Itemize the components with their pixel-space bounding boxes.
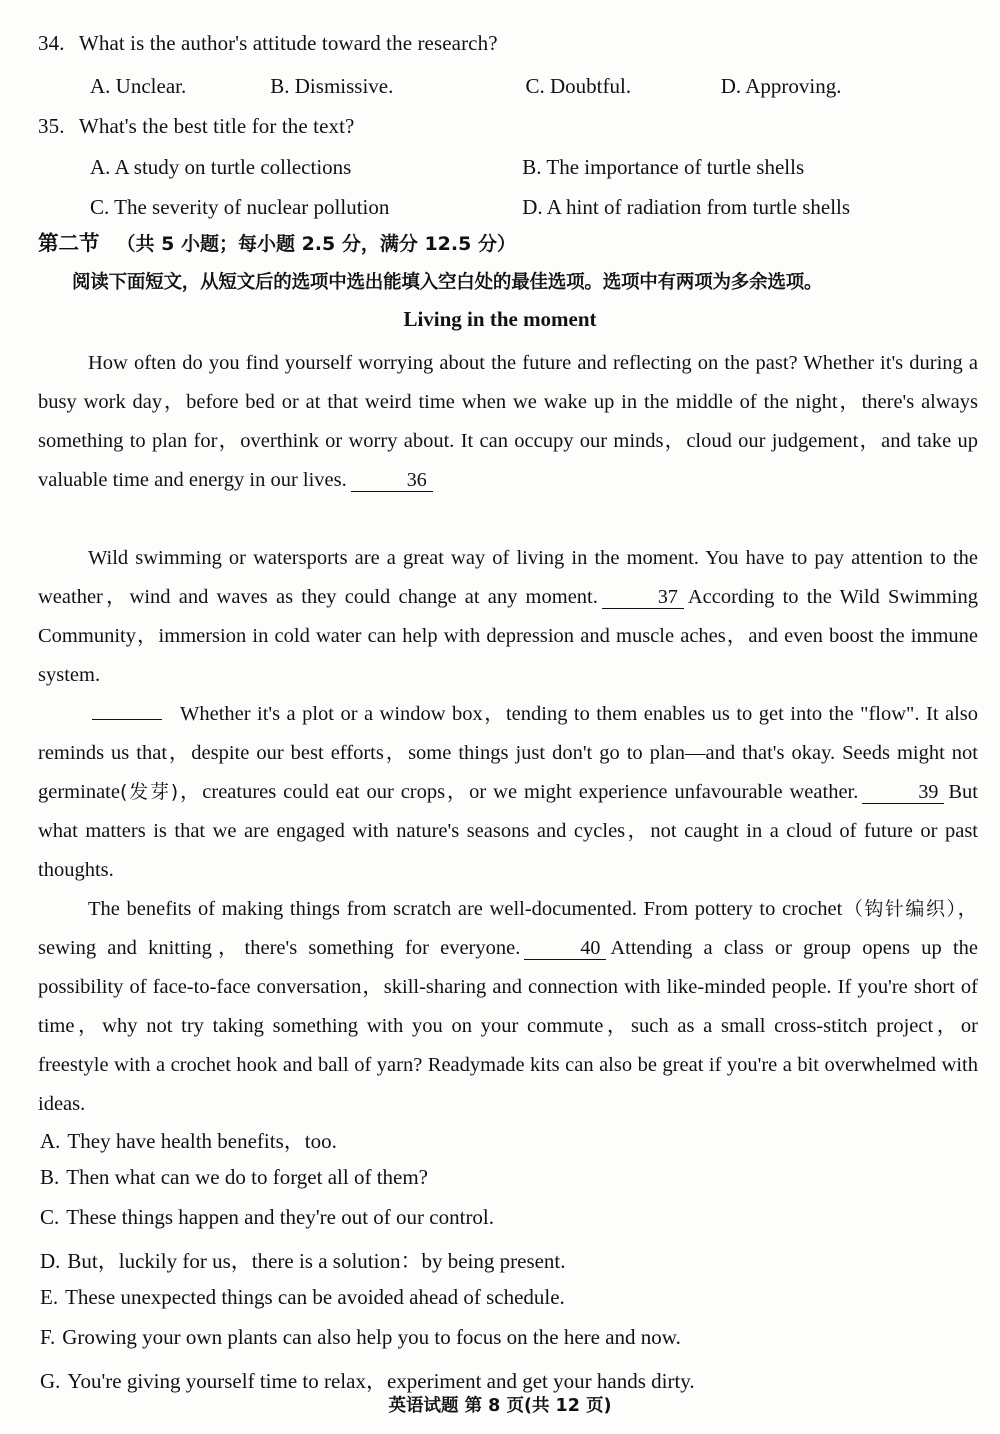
blank-40[interactable]: 40: [524, 938, 606, 960]
option-letter: A.: [90, 74, 111, 98]
section-instruction: 阅读下面短文，从短文后的选项中选出能填入空白处的最佳选项。选项中有两项为多余选项。: [72, 272, 823, 293]
question-34-option-a[interactable]: [90, 74, 265, 99]
choice-text: These things happen and they're out of our control.: [66, 1205, 495, 1229]
paragraph-text: ，creatures could eat our crops，or we might experience unfavourable weather.: [178, 781, 859, 803]
blank-36[interactable]: 36: [351, 470, 433, 492]
option-letter: B.: [522, 155, 542, 179]
option-text: Dismissive.: [294, 74, 394, 98]
question-35-option-c[interactable]: [90, 195, 517, 220]
option-letter: D.: [522, 195, 543, 219]
option-text: Unclear.: [115, 74, 187, 98]
question-34-stem: What is the author's attitude toward the research?: [78, 31, 498, 55]
option-text: The severity of nuclear pollution: [114, 195, 390, 219]
question-35-option-a[interactable]: [90, 155, 517, 180]
passage-title: Living in the moment: [403, 307, 597, 331]
option-letter: D.: [720, 74, 742, 98]
answer-choice-a[interactable]: [40, 1125, 337, 1155]
paragraph-text: According to the Wild Swimming Community，immersion in cold water can help with depression and muscle aches，and even boost the immune system.: [38, 586, 978, 686]
paragraph-text: Wild swimming or watersports are a great way of living in the moment. You have to pay attention to the weather，wind and waves as they could change at any moment.: [38, 547, 978, 608]
answer-choice-f[interactable]: [40, 1325, 681, 1350]
choice-text: Growing your own plants can also help you to focus on the here and now.: [62, 1325, 681, 1349]
choice-letter: D.: [40, 1249, 61, 1273]
question-35-option-b[interactable]: [522, 155, 804, 180]
choice-text: These unexpected things can be avoided ahead of schedule.: [65, 1285, 565, 1309]
choice-letter: F.: [40, 1325, 56, 1349]
answer-choice-b[interactable]: [40, 1165, 428, 1190]
gloss-crochet: （钩针编织）: [842, 898, 958, 920]
passage-paragraph-3: [38, 695, 978, 890]
section-label: 第二节: [38, 231, 100, 255]
question-35-number: 35.: [38, 114, 65, 138]
answer-choice-c[interactable]: [40, 1205, 494, 1230]
option-letter: C.: [90, 195, 110, 219]
choice-letter: G.: [40, 1369, 61, 1393]
option-text: The importance of turtle shells: [546, 155, 805, 179]
choice-text: They have health benefits，too.: [67, 1129, 337, 1153]
option-text: A hint of radiation from turtle shells: [546, 195, 851, 219]
page-footer: 英语试题 第 8 页(共 12 页): [388, 1396, 612, 1416]
question-35-options-row-1: [90, 155, 804, 180]
paragraph-text: Whether it's a plot or a window box，tending to them enables us to get into the "flow". It also reminds us that，despite our best efforts，some things just don't go to plan—and that's okay. Seeds might not germinate: [38, 703, 978, 803]
section-meta: （共 5 小题；每小题 2.5 分，满分 12.5 分）: [116, 233, 516, 255]
answer-choice-d[interactable]: [40, 1245, 566, 1275]
question-34-option-b[interactable]: [270, 74, 520, 99]
choice-letter: A.: [40, 1129, 61, 1153]
question-34-options: [90, 74, 842, 99]
paragraph-text: ，sewing and knitting，there's something for everyone.: [38, 898, 978, 959]
question-34-option-d[interactable]: [721, 74, 842, 99]
option-text: A study on turtle collections: [114, 155, 352, 179]
question-34-stem-line: [38, 32, 498, 54]
option-text: Doubtful.: [550, 74, 632, 98]
question-34-option-c[interactable]: [526, 74, 716, 99]
answer-choice-e[interactable]: [40, 1285, 565, 1310]
choice-text: But，luckily for us，there is a solution：by being present.: [67, 1249, 566, 1273]
section-heading: [38, 226, 516, 256]
choice-letter: C.: [40, 1205, 60, 1229]
choice-text: Then what can we do to forget all of them?: [66, 1165, 429, 1189]
question-34-number: 34.: [38, 31, 65, 55]
paragraph-text: But what matters is that we are engaged with nature's seasons and cycles，not caught in a cloud of future or past thoughts.: [38, 781, 978, 881]
passage-paragraph-2: [38, 539, 978, 695]
option-letter: A.: [90, 155, 111, 179]
option-letter: C.: [525, 74, 545, 98]
choice-text: You're giving yourself time to relax，experiment and get your hands dirty.: [67, 1369, 695, 1393]
question-35-option-d[interactable]: [522, 195, 850, 220]
blank-39[interactable]: 39: [862, 782, 944, 804]
blank-38[interactable]: [92, 717, 162, 720]
option-letter: B.: [270, 74, 290, 98]
question-35-stem-line: [38, 115, 354, 137]
paragraph-text: How often do you find yourself worrying about the future and reflecting on the past? Whether it's during a busy work day，before bed or at that weird time when we wake up in the middle of the night，there's always something to plan for，overthink or worry about. It can occupy our minds，cloud our judgement，and take up valuable time and energy in our lives.: [38, 352, 978, 491]
question-35-stem: What's the best title for the text?: [78, 114, 355, 138]
passage-paragraph-4: [38, 890, 978, 1124]
passage-paragraph-1: [38, 344, 978, 500]
choice-letter: E.: [40, 1285, 59, 1309]
option-text: Approving.: [745, 74, 842, 98]
paragraph-text: The benefits of making things from scratch are well-documented. From pottery to crochet: [88, 898, 843, 920]
paragraph-text: Attending a class or group opens up the possibility of face-to-face conversation，skill-sharing and connection with like-minded people. If you're short of time，why not try taking something with you on your commute，such as a small cross-stitch project，or freestyle with a crochet hook and ball of yarn? Readymade kits can also be great if you're a bit overwhelmed with ideas.: [38, 937, 978, 1115]
question-35-options-row-2: [90, 195, 850, 220]
blank-37[interactable]: 37: [602, 587, 684, 609]
answer-choice-g[interactable]: [40, 1365, 695, 1395]
gloss-germinate: (发芽): [119, 781, 179, 803]
choice-letter: B.: [40, 1165, 60, 1189]
